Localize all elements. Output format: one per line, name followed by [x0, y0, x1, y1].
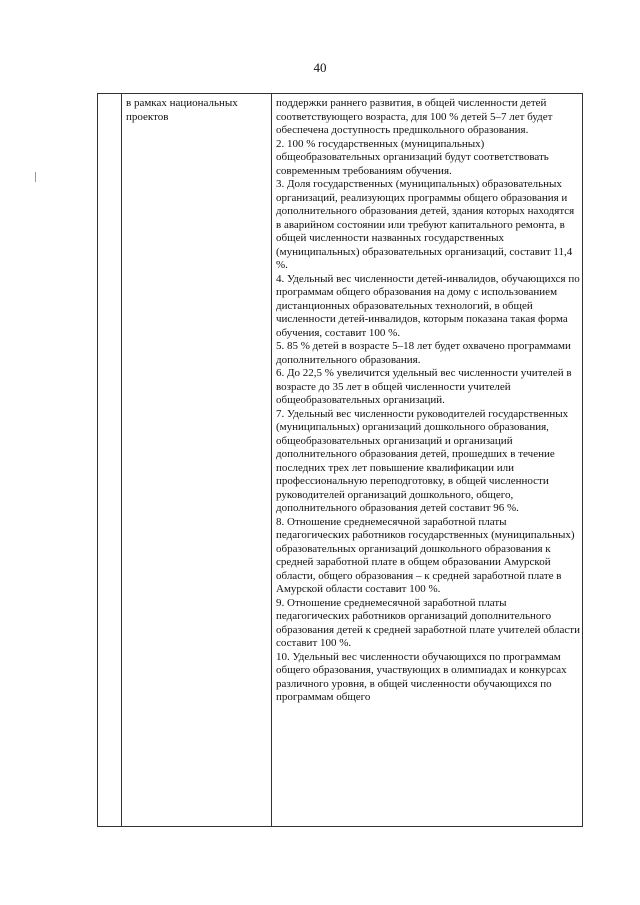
content-table [97, 93, 583, 827]
result-paragraph: 8. Отношение среднемесячной заработной платы педагогических работников государственных (муниципальных) образовательных организаций дошкольного образования к средней заработной плате в общем образовании Амурской области, общего образования – к средней заработной плате в Амурской области составит 100 %. [276, 515, 575, 595]
section-label: в рамках национальных проектов [126, 97, 238, 123]
result-paragraph: 2. 100 % государственных (муниципальных) общеобразовательных организаций будут соответствовать современным требованиям обучения. [276, 137, 549, 177]
result-paragraph: 9. Отношение среднемесячной заработной платы педагогических работников организаций дополнительного образования детей к средней заработной плате учителей области составит 100 %. [276, 596, 580, 649]
result-paragraph: 6. До 22,5 % увеличится удельный вес численности учителей в возрасте до 35 лет в общей численности учителей общеобразовательных организаций. [276, 367, 572, 406]
table-cell-number [98, 94, 122, 826]
margin-mark [35, 172, 36, 182]
result-paragraph: поддержки раннего развития, в общей численности детей соответствующего возраста, для 100 % детей 5–7 лет будет обеспечена доступность предшкольного образования. [276, 97, 553, 136]
result-paragraph: 4. Удельный вес численности детей-инвалидов, обучающихся по программам общего образования на дому с использованием дистанционных образовательных технологий, в общей численности детей-инвалидов, которым показана такая форма обучения, составит 100 %. [276, 272, 580, 339]
table-cell-section [122, 94, 272, 826]
result-paragraph: 7. Удельный вес численности руководителей государственных (муниципальных) организаций дошкольного образования, общеобразовательных организаций и организаций дополнительного образования детей, прошедших в течение последних трех лет повышение квалификации или профессиональную переподготовку, в общей численности руководителей организаций дошкольного, общего, дополнительного образования детей составит 96 %. [276, 407, 569, 514]
result-paragraph: 5. 85 % детей в возрасте 5–18 лет будет охвачено программами дополнительного образования. [276, 340, 571, 366]
table-cell-results [272, 94, 584, 826]
result-paragraph: 3. Доля государственных (муниципальных) образовательных организаций, реализующих программы общего образования и дополнительного образования детей, здания которых находятся в аварийном состоянии или требуют капитального ремонта, в общей численности названных государственных (муниципальных) образовательных организаций, составит 11,4 %. [276, 178, 575, 271]
result-paragraph: 10. Удельный вес численности обучающихся по программам общего образования, участвующих в олимпиадах и конкурсах различного уровня, в общей численности обучающихся по программам общего [276, 650, 567, 703]
page-number: 40 [313, 60, 327, 75]
